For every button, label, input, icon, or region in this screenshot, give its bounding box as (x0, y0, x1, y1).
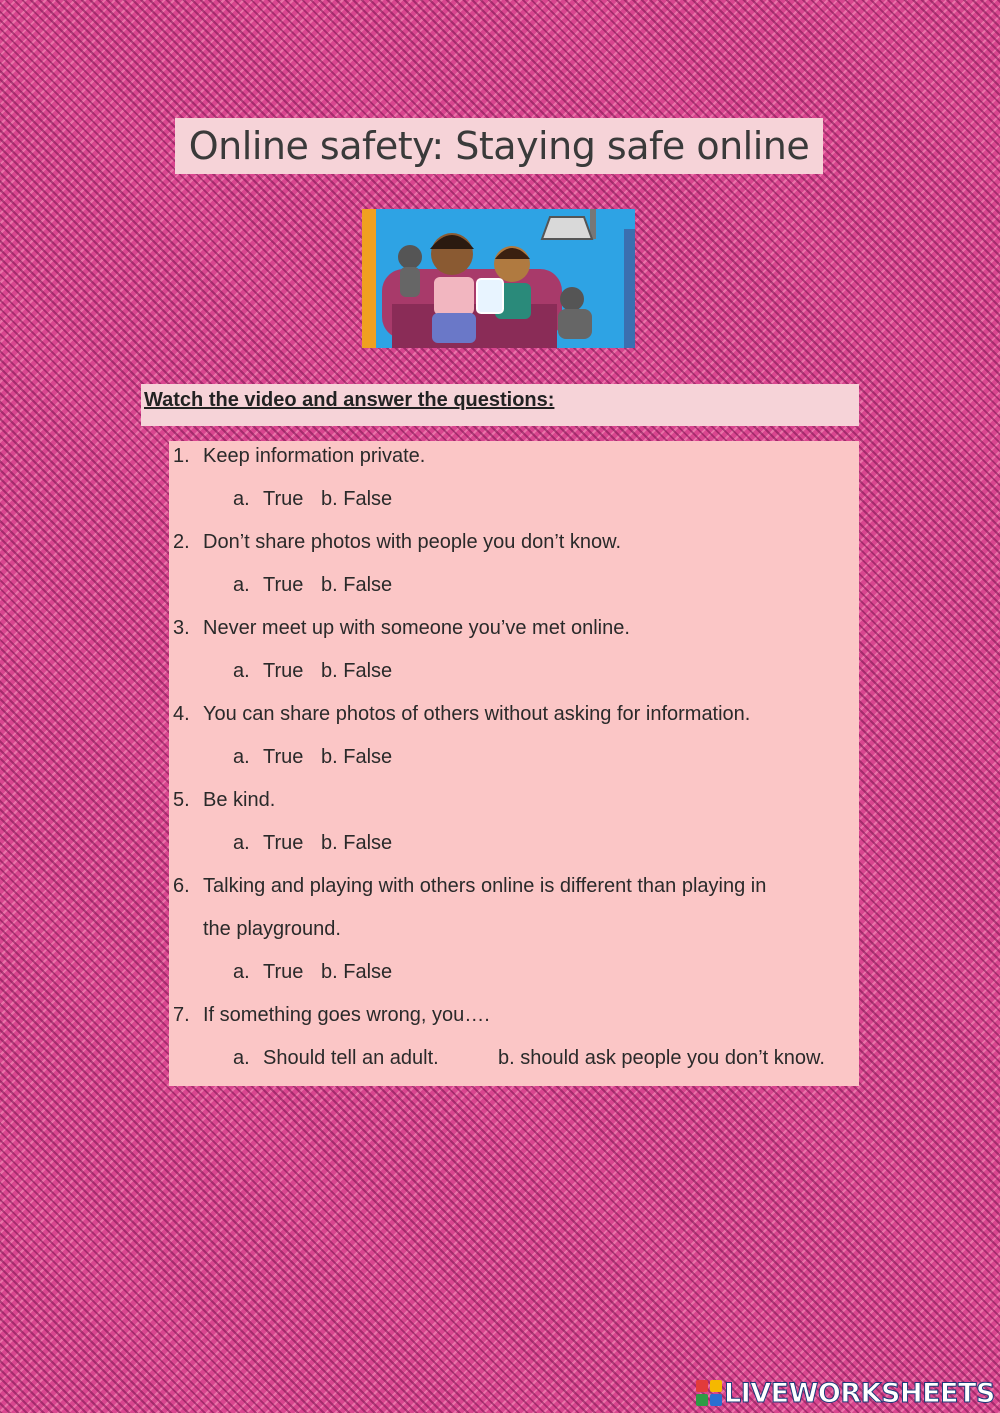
cartoon-family-illustration (362, 209, 635, 348)
question-text: You can share photos of others without asking for information. (203, 703, 751, 725)
question-number: 7. (173, 1004, 190, 1026)
option-letter-a: a. (233, 961, 250, 983)
question-number: 3. (173, 617, 190, 639)
option-b[interactable]: b. False (321, 574, 393, 596)
option-letter-a: a. (233, 488, 250, 510)
option-a[interactable]: True (263, 746, 304, 768)
question-text: Keep information private. (203, 445, 426, 467)
indent-gap (169, 1043, 229, 1086)
liveworksheets-logo[interactable] (696, 1378, 995, 1408)
question-text: Be kind. (203, 789, 276, 811)
logo-icon (696, 1380, 722, 1406)
question-number: 1. (173, 445, 190, 467)
option-b[interactable]: b. False (321, 660, 393, 682)
video-thumbnail[interactable] (362, 209, 635, 348)
option-a[interactable]: True (263, 574, 304, 596)
question-number: 6. (173, 875, 190, 897)
question-text: Talking and playing with others online is different than playing in (203, 875, 767, 897)
indent-gap (169, 484, 229, 527)
option-b[interactable]: b. should ask people you don’t know. (498, 1047, 825, 1069)
question-number: 5. (173, 789, 190, 811)
option-a[interactable]: True (263, 660, 304, 682)
question-number: 4. (173, 703, 190, 725)
question-text: Never meet up with someone you’ve met online. (203, 617, 630, 639)
indent-gap (169, 957, 229, 1000)
option-a[interactable]: True (263, 488, 304, 510)
option-letter-a: a. (233, 832, 250, 854)
indent-gap (169, 570, 229, 613)
question-text: If something goes wrong, you…. (203, 1004, 490, 1026)
option-b[interactable]: b. False (321, 488, 393, 510)
option-a[interactable]: True (263, 961, 304, 983)
option-a[interactable]: Should tell an adult. (263, 1047, 439, 1069)
question-text-continued: the playground. (203, 918, 341, 940)
option-a[interactable]: True (263, 832, 304, 854)
option-b[interactable]: b. False (321, 832, 393, 854)
indent-gap (169, 828, 229, 871)
option-letter-a: a. (233, 746, 250, 768)
option-letter-a: a. (233, 660, 250, 682)
option-letter-a: a. (233, 1047, 250, 1069)
question-text: Don’t share photos with people you don’t know. (203, 531, 622, 553)
indent-gap (169, 656, 229, 699)
logo-text: LIVEWORKSHEETS (724, 1377, 995, 1409)
page-title: Online safety: Staying safe online (175, 118, 823, 174)
option-b[interactable]: b. False (321, 961, 393, 983)
question-number: 2. (173, 531, 190, 553)
indent-gap (169, 742, 229, 785)
option-b[interactable]: b. False (321, 746, 393, 768)
instructions-bar (141, 384, 859, 426)
option-letter-a: a. (233, 574, 250, 596)
instructions-text: Watch the video and answer the questions: (144, 389, 555, 411)
